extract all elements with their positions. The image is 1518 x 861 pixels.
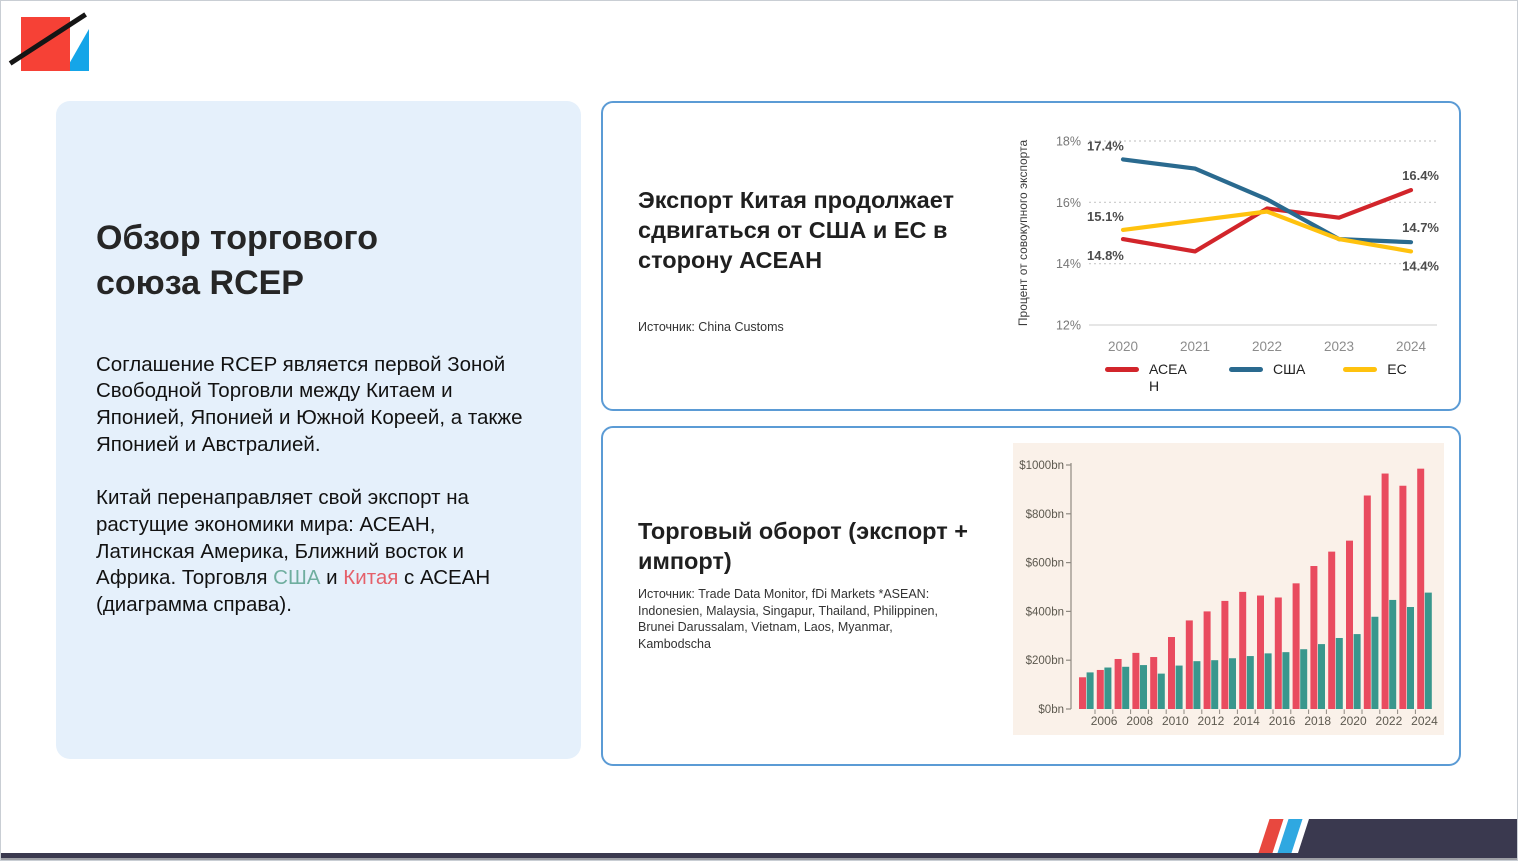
y-tick-label: $400bn	[1025, 606, 1064, 619]
x-tick-label: 2016	[1268, 714, 1296, 728]
bar	[1104, 668, 1111, 709]
usa-highlight: США	[273, 566, 321, 590]
legend-label: АСЕАН	[1149, 361, 1187, 394]
x-tick-label: 2021	[1179, 339, 1211, 354]
intro-paragraph-2	[96, 485, 532, 618]
bar	[1293, 583, 1300, 709]
y-tick-label: 16%	[1055, 195, 1081, 210]
legend-item	[1343, 361, 1406, 378]
exports-line-chart	[1013, 113, 1449, 405]
x-tick-label: 2022	[1251, 339, 1283, 354]
paragraph2-connector: и	[320, 566, 344, 590]
y-axis-title: Процент от совокупного экспорта	[1016, 139, 1030, 327]
y-tick-label: 14%	[1055, 257, 1081, 272]
y-tick-label: $200bn	[1025, 655, 1064, 668]
bar	[1087, 672, 1094, 709]
bar	[1193, 661, 1200, 709]
bar-chart-svg	[1013, 443, 1444, 738]
x-tick-label: 2020	[1339, 714, 1367, 728]
bar	[1229, 658, 1236, 709]
y-tick-label: $0bn	[1038, 704, 1064, 716]
bar	[1275, 597, 1282, 709]
x-tick-label: 2024	[1395, 339, 1427, 354]
bar	[1371, 617, 1378, 709]
bar	[1176, 666, 1183, 709]
bar	[1122, 667, 1129, 709]
y-tick-label: 12%	[1055, 318, 1081, 333]
bar	[1399, 486, 1406, 709]
x-tick-label: 2023	[1323, 339, 1355, 354]
intro-panel	[56, 101, 581, 759]
point-label: 14.7%	[1402, 220, 1439, 236]
line-chart-legend	[1105, 361, 1407, 394]
x-tick-label: 2008	[1126, 714, 1154, 728]
x-tick-label: 2014	[1233, 714, 1260, 728]
y-tick-label: $1000bn	[1019, 460, 1064, 472]
y-tick-label: $600bn	[1025, 557, 1064, 570]
x-tick-label: 2024	[1411, 714, 1438, 728]
bar	[1346, 541, 1353, 709]
bar	[1132, 653, 1139, 709]
bar	[1140, 665, 1147, 709]
bar	[1186, 620, 1193, 709]
bar	[1310, 566, 1317, 709]
bar	[1115, 659, 1122, 709]
bar	[1158, 674, 1165, 709]
bar	[1382, 474, 1389, 709]
china-highlight: Китая	[343, 566, 399, 590]
exports-card	[601, 101, 1461, 411]
bar-chart-background	[1013, 443, 1444, 735]
bar	[1239, 592, 1246, 709]
x-tick-label: 2022	[1375, 714, 1403, 728]
y-tick-label: $800bn	[1025, 508, 1064, 521]
point-label: 17.4%	[1087, 138, 1124, 154]
exports-card-source: Источник: China Customs	[638, 320, 784, 334]
legend-swatch-icon	[1343, 367, 1377, 372]
bar	[1336, 638, 1343, 709]
bar	[1211, 660, 1218, 709]
point-label: 15.1%	[1087, 208, 1124, 224]
bar	[1318, 644, 1325, 709]
bar	[1079, 677, 1086, 709]
x-tick-label: 2018	[1304, 714, 1332, 728]
y-tick-label: 18%	[1055, 134, 1081, 149]
bar	[1097, 670, 1104, 709]
point-label: 16.4%	[1402, 168, 1439, 184]
trade-bar-chart	[1013, 443, 1444, 738]
point-label: 14.8%	[1087, 248, 1124, 264]
trade-card	[601, 426, 1461, 766]
legend-swatch-icon	[1105, 367, 1139, 372]
x-tick-label: 2010	[1161, 714, 1189, 728]
bar	[1247, 656, 1254, 709]
bar	[1150, 657, 1157, 709]
trade-card-title: Торговый оборот (экспорт + импорт)	[638, 518, 968, 575]
legend-item	[1229, 361, 1305, 378]
legend-label: ЕС	[1387, 361, 1407, 377]
bar	[1364, 496, 1371, 710]
bar	[1257, 596, 1264, 709]
bar	[1168, 637, 1175, 709]
exports-card-title: Экспорт Китая продолжает сдвигаться от США и ЕС в сторону АСЕАН	[638, 187, 954, 274]
x-tick-label: 2006	[1090, 714, 1118, 728]
line-series-1	[1123, 159, 1411, 242]
x-tick-label: 2020	[1107, 339, 1139, 354]
legend-item	[1105, 361, 1191, 394]
bar	[1354, 634, 1361, 709]
bar	[1425, 593, 1432, 709]
legend-swatch-icon	[1229, 367, 1263, 372]
bar	[1265, 653, 1272, 709]
bar	[1407, 607, 1414, 709]
bar	[1282, 652, 1289, 709]
page-title: Обзор торгового союза RCEP	[96, 219, 378, 302]
footer-navy-shape	[1298, 819, 1518, 853]
bar	[1417, 469, 1424, 709]
company-logo-icon	[1, 1, 121, 91]
paragraph2-tail: с АСЕАН (диаграмма справа).	[96, 566, 491, 616]
bar	[1389, 600, 1396, 709]
bar	[1204, 611, 1211, 709]
bar	[1328, 552, 1335, 709]
trade-card-source: Источник: Trade Data Monitor, fDi Markets *ASEAN: Indonesien, Malaysia, Singapur, Thailand, Philippinen, Brunei Darussalam, Vietnam, Laos, Myanmar, Kambodscha	[638, 587, 938, 651]
intro-paragraph-1: Соглашение RCEP является первой Зоной Свободной Торговли между Китаем и Японией, Японией и Южной Кореей, а также Японией и Австралией.	[96, 352, 523, 456]
x-tick-label: 2012	[1197, 714, 1225, 728]
bar	[1221, 601, 1228, 709]
point-label: 14.4%	[1402, 258, 1439, 274]
paragraph2-text: Китай перенаправляет свой экспорт на растущие экономики мира: АСЕАН, Латинская Америка, Ближний восток и Африка. Торговля	[96, 486, 469, 590]
bar	[1300, 649, 1307, 709]
legend-label: США	[1273, 361, 1306, 377]
